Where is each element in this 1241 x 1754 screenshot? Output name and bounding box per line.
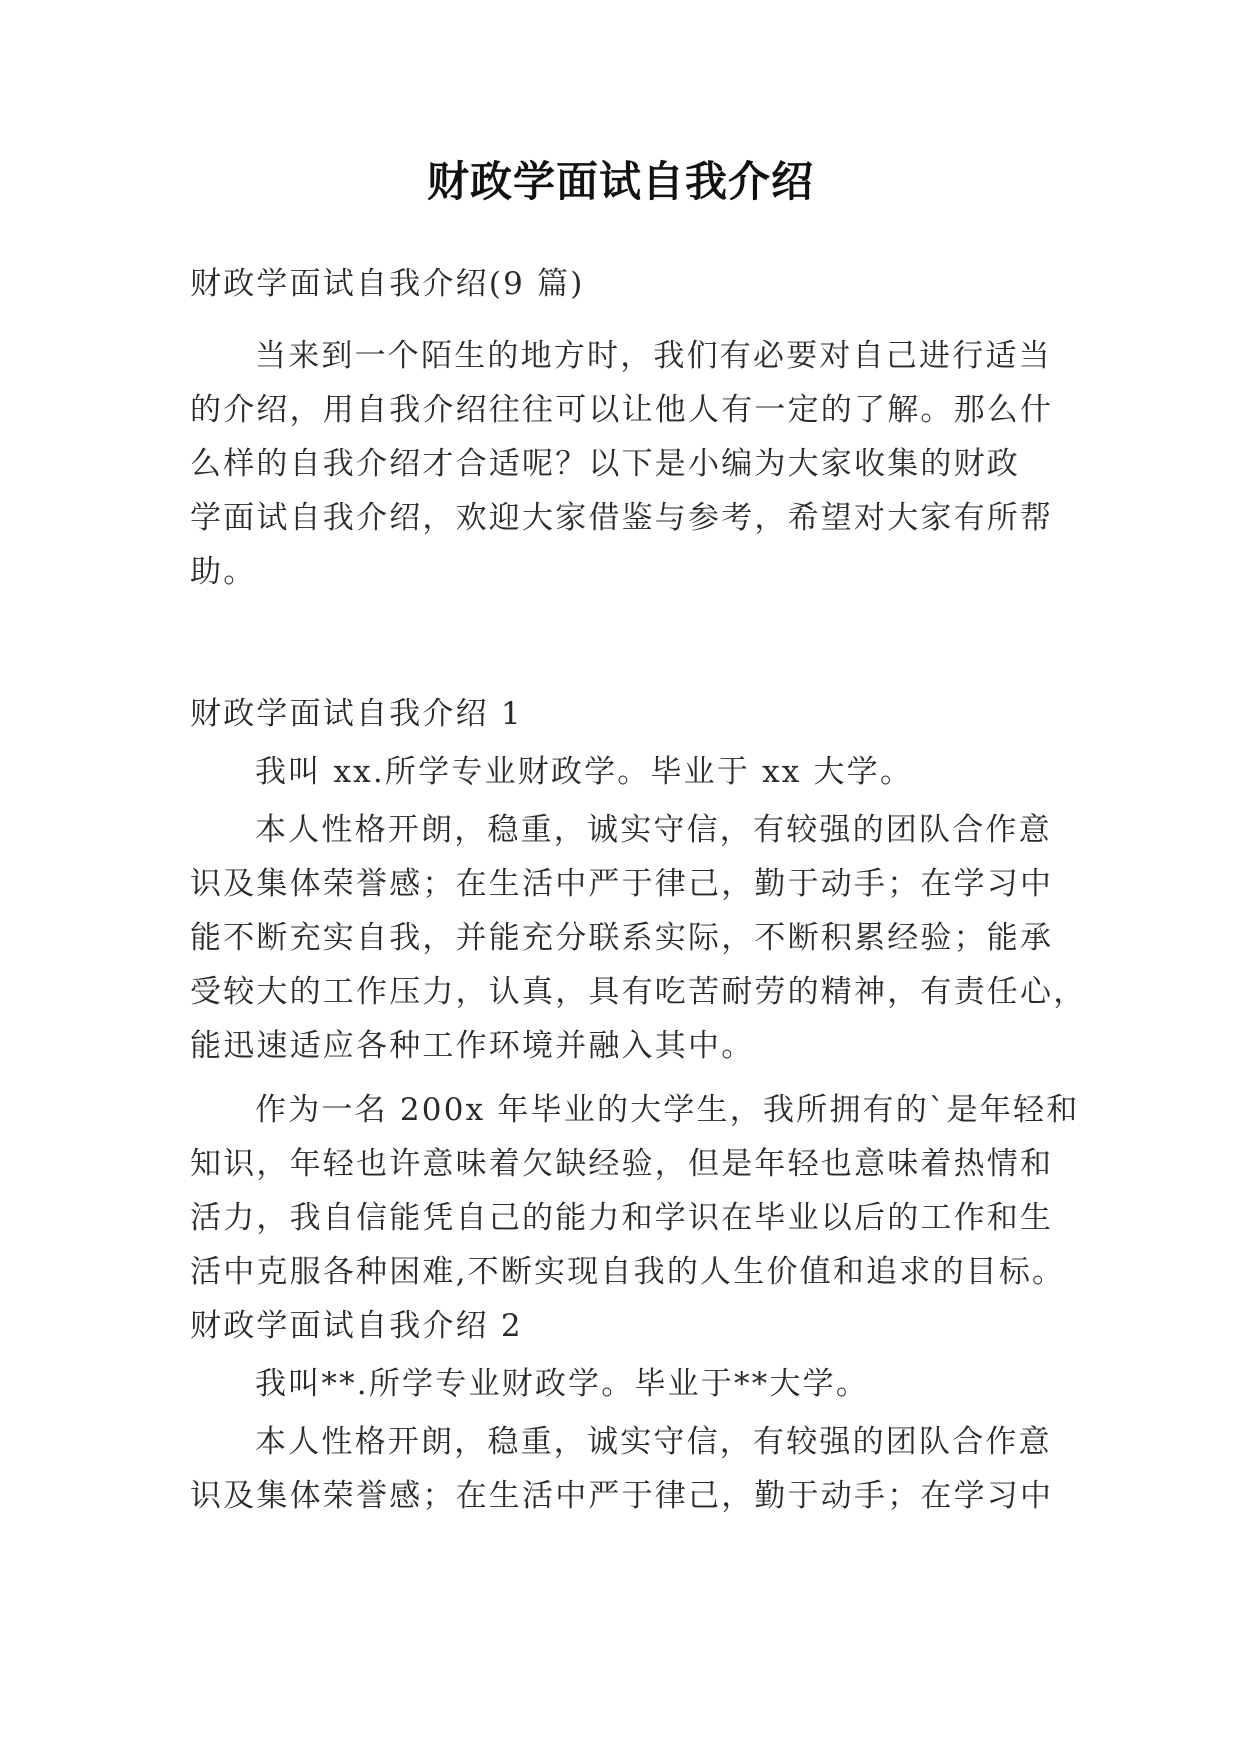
collection-heading: 财政学面试自我介绍(9 篇) [190, 266, 585, 302]
section-heading-2: 财政学面试自我介绍 2 [190, 1308, 523, 1344]
document-title: 财政学面试自我介绍 [426, 157, 814, 206]
section-1-line: 作为一名 200x 年毕业的大学生，我所拥有的`是年轻和 [255, 1092, 1080, 1128]
intro-paragraph-line: 学面试自我介绍，欢迎大家借鉴与参考，希望对大家有所帮 [190, 500, 1054, 536]
section-1-line: 能迅速适应各种工作环境并融入其中。 [190, 1028, 755, 1064]
section-1-line: 活力，我自信能凭自己的能力和学识在毕业以后的工作和生 [190, 1200, 1054, 1236]
intro-paragraph-line: 的介绍，用自我介绍往往可以让他人有一定的了解。那么什 [190, 392, 1054, 428]
intro-paragraph-line: 么样的自我介绍才合适呢？以下是小编为大家收集的财政 [190, 446, 1020, 482]
section-1-line: 受较大的工作压力，认真，具有吃苦耐劳的精神，有责任心， [190, 974, 1087, 1010]
section-1-line: 本人性格开朗，稳重，诚实守信，有较强的团队合作意 [255, 812, 1052, 848]
intro-paragraph-line: 助。 [190, 554, 257, 590]
section-1-line: 我叫 xx.所学专业财政学。毕业于 xx 大学。 [255, 754, 914, 790]
section-1-line: 知识，年轻也许意味着欠缺经验，但是年轻也意味着热情和 [190, 1146, 1054, 1182]
section-1-line: 能不断充实自我，并能充分联系实际，不断积累经验；能承 [190, 920, 1054, 956]
section-heading-1: 财政学面试自我介绍 1 [190, 696, 523, 732]
section-2-line: 识及集体荣誉感；在生活中严于律己，勤于动手；在学习中 [190, 1478, 1054, 1514]
section-1-line: 活中克服各种困难,不断实现自我的人生价值和追求的目标。 [190, 1254, 1066, 1290]
intro-paragraph-line: 当来到一个陌生的地方时，我们有必要对自己进行适当 [255, 338, 1052, 374]
section-2-line: 我叫**.所学专业财政学。毕业于**大学。 [255, 1366, 870, 1402]
section-1-line: 识及集体荣誉感；在生活中严于律己，勤于动手；在学习中 [190, 866, 1054, 902]
section-2-line: 本人性格开朗，稳重，诚实守信，有较强的团队合作意 [255, 1424, 1052, 1460]
